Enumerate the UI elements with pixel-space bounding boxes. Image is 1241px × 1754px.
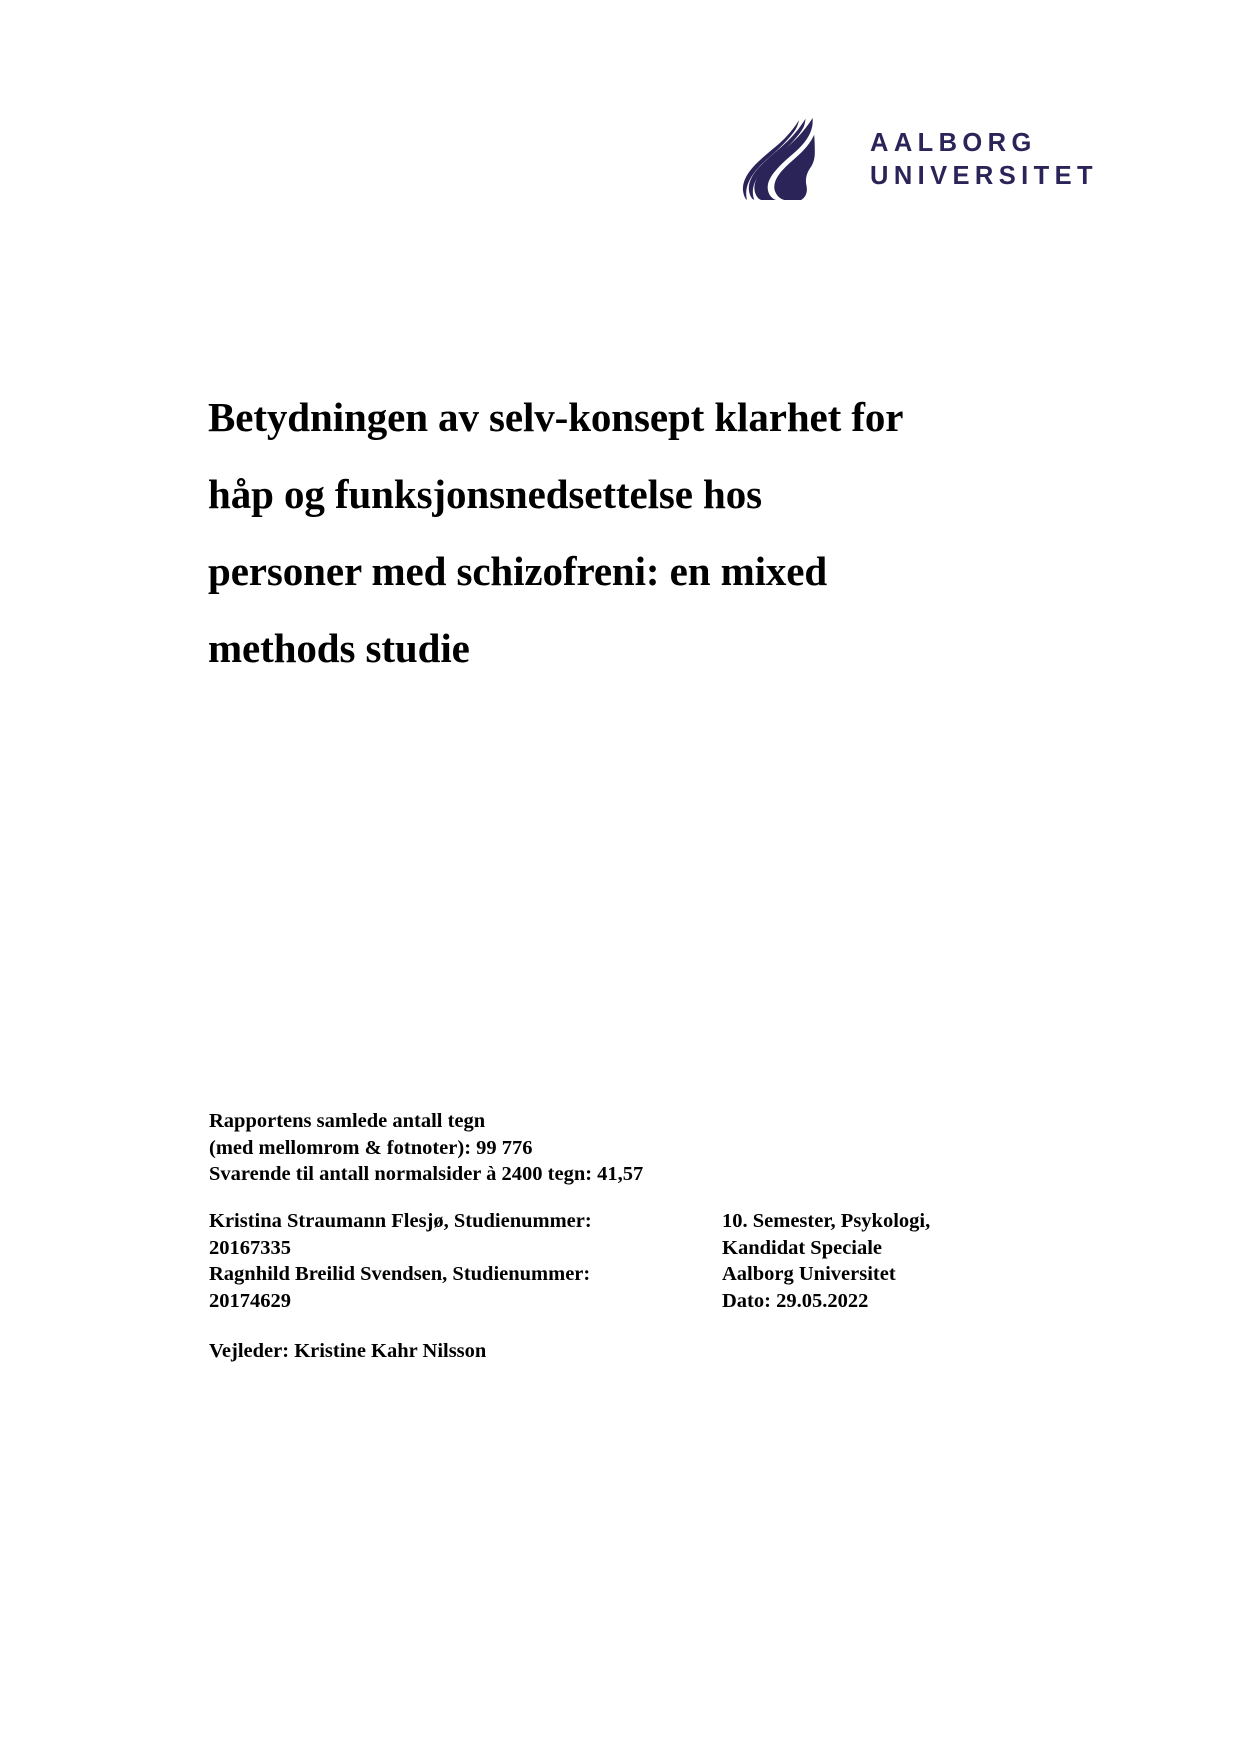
- program-column: [722, 1208, 1029, 1314]
- character-count-block: [209, 1108, 643, 1188]
- metadata-block: [209, 1208, 1029, 1314]
- character-count-line-3: Svarende til antall normalsider à 2400 tegn: 41,57: [209, 1163, 644, 1185]
- program-degree-line: Kandidat Speciale: [722, 1236, 883, 1259]
- author-2-name-line: Ragnhild Breilid Svendsen, Studienummer:: [209, 1263, 591, 1285]
- character-count-line-1: Rapportens samlede antall tegn: [209, 1110, 486, 1132]
- aalborg-university-logo: [736, 118, 1098, 200]
- title-line-4: methods studie: [208, 625, 470, 672]
- supervisor-line: Vejleder: Kristine Kahr Nilsson: [209, 1340, 487, 1362]
- title-line-2: håp og funksjonsnedsettelse hos: [208, 471, 762, 518]
- author-1-name-line: Kristina Straumann Flesjø, Studienummer:: [209, 1210, 592, 1232]
- logo-wordmark: [870, 129, 1098, 189]
- logo-word-universitet: UNIVERSITET: [870, 161, 1099, 190]
- aau-swoosh-icon: [736, 118, 822, 200]
- program-date-line: Dato: 29.05.2022: [722, 1289, 869, 1312]
- program-university-line: Aalborg Universitet: [722, 1263, 896, 1285]
- program-semester-line: 10. Semester, Psykologi,: [722, 1210, 931, 1232]
- title-line-3: personer med schizofreni: en mixed: [208, 548, 828, 595]
- author-2-id-line: 20174629: [209, 1289, 291, 1312]
- logo-word-aalborg: AALBORG: [870, 129, 1037, 157]
- title-line-1: Betydningen av selv-konsept klarhet for: [208, 394, 904, 441]
- character-count-line-2: (med mellomrom & fotnoter): 99 776: [209, 1136, 533, 1159]
- author-1-id-line: 20167335: [209, 1236, 291, 1259]
- page-title: [208, 379, 1008, 687]
- authors-column: [209, 1208, 722, 1314]
